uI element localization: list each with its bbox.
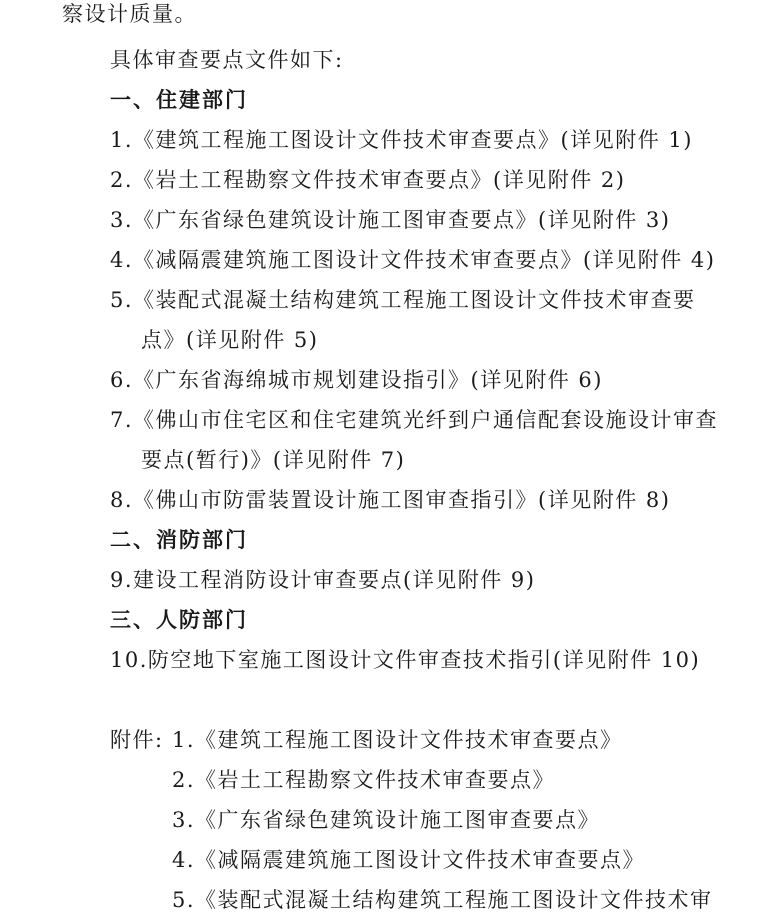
list-item: 6.《广东省海绵城市规划建设指引》(详见附件 6)	[110, 368, 603, 392]
list-item: 5.《装配式混凝土结构建筑工程施工图设计文件技术审查要	[110, 288, 696, 312]
section-heading-fire: 二、消防部门	[110, 528, 248, 552]
list-item: 3.《广东省绿色建筑设计施工图审查要点》(详见附件 3)	[110, 208, 671, 232]
attachment-item: 2.《岩土工程勘察文件技术审查要点》	[172, 768, 556, 792]
attachment-item: 1.《建筑工程施工图设计文件技术审查要点》	[172, 728, 623, 752]
section-heading-civil-defense: 三、人防部门	[110, 608, 248, 632]
list-item: 9.建设工程消防设计审查要点(详见附件 9)	[110, 568, 536, 592]
attachment-item: 5.《装配式混凝土结构建筑工程施工图设计文件技术审	[172, 888, 713, 912]
list-item: 4.《减隔震建筑施工图设计文件技术审查要点》(详见附件 4)	[110, 248, 716, 272]
list-item: 1.《建筑工程施工图设计文件技术审查要点》(详见附件 1)	[110, 128, 693, 152]
attachment-item: 3.《广东省绿色建筑设计施工图审查要点》	[172, 808, 601, 832]
intro-paragraph-tail: 察设计质量。	[62, 2, 197, 26]
list-item-continuation: 点》(详见附件 5)	[141, 328, 319, 352]
attachment-item: 4.《减隔震建筑施工图设计文件技术审查要点》	[172, 848, 646, 872]
attachments-label: 附件:	[110, 728, 164, 752]
intro-lead-sentence: 具体审查要点文件如下:	[110, 48, 344, 72]
list-item: 2.《岩土工程勘察文件技术审查要点》(详见附件 2)	[110, 168, 626, 192]
list-item: 7.《佛山市住宅区和住宅建筑光纤到户通信配套设施设计审查	[110, 408, 719, 432]
list-item-continuation: 要点(暂行)》(详见附件 7)	[141, 448, 406, 472]
list-item: 10.防空地下室施工图设计文件审查技术指引(详见附件 10)	[110, 648, 701, 672]
list-item: 8.《佛山市防雷装置设计施工图审查指引》(详见附件 8)	[110, 488, 671, 512]
section-heading-housing: 一、住建部门	[110, 88, 248, 112]
